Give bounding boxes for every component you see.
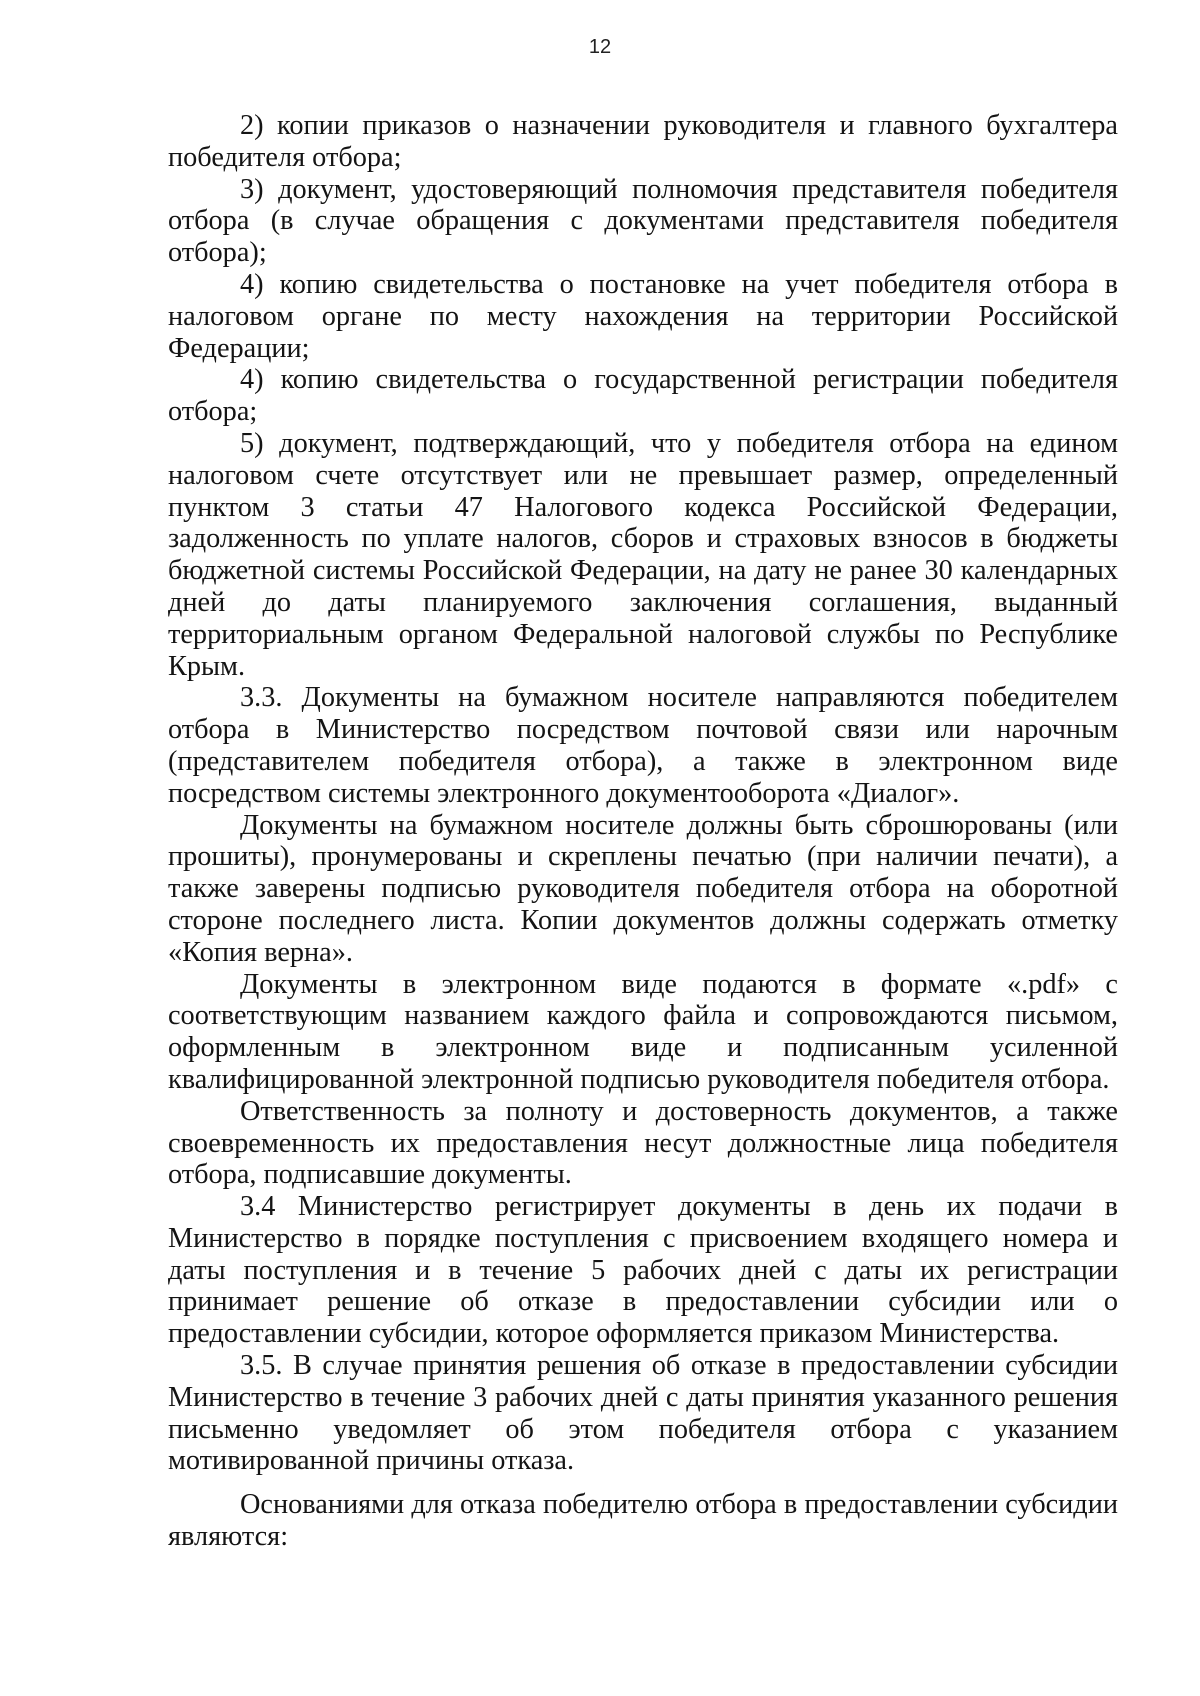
paragraph-item-4-state-registration: 4) копию свидетельства о государственной регистрации победителя отбора; <box>168 364 1118 428</box>
paragraph-electronic-format: Документы в электронном виде подаются в формате «.pdf» с соответствующим названием каждого файла и сопровождаются письмом, оформленным в электронном виде и подписанным усиленной квалифицированной электронной подписью руководителя победителя отбора. <box>168 968 1118 1095</box>
paragraph-item-3-authority-document: 3) документ, удостоверяющий полномочия представителя победителя отбора (в случае обращения с документами представителя победителя отбора); <box>168 173 1118 269</box>
paragraph-item-5-tax-debt: 5) документ, подтверждающий, что у победителя отбора на едином налоговом счете отсутствует или не превышает размер, определенный пунктом 3 статьи 47 Налогового кодекса Российской Федерации, задолженность по уплате налогов, сборов и страховых взносов в бюджеты бюджетной системы Российской Федерации, на дату не ранее 30 календарных дней до даты планируемого заключения соглашения, выданный территориальным органом Федеральной налоговой службы по Республике Крым. <box>168 427 1118 682</box>
paragraph-responsibility: Ответственность за полноту и достоверность документов, а также своевременность их предоставления несут должностные лица победителя отбора, подписавшие документы. <box>168 1095 1118 1191</box>
paragraph-3-4-registration: 3.4 Министерство регистрирует документы в день их подачи в Министерство в порядке поступления с присвоением входящего номера и даты поступления и в течение 5 рабочих дней с даты их регистрации принимает решение об отказе в предоставлении субсидии или о предоставлении субсидии, которое оформляется приказом Министерства. <box>168 1191 1118 1350</box>
document-body <box>168 110 1118 1553</box>
paragraph-item-4-tax-registration: 4) копию свидетельства о постановке на учет победителя отбора в налоговом органе по месту нахождения на территории Российской Федерации; <box>168 268 1118 364</box>
page-number: 12 <box>588 36 612 58</box>
paragraph-3-3-submission: 3.3. Документы на бумажном носителе направляются победителем отбора в Министерство посредством почтовой связи или нарочным (представителем победителя отбора), а также в электронном виде посредством системы электронного документооборота «Диалог». <box>168 682 1118 809</box>
paragraph-3-5-refusal-notice: 3.5. В случае принятия решения об отказе в предоставлении субсидии Министерство в течение 3 рабочих дней с даты принятия указанного решения письменно уведомляет об этом победителя отбора с указанием мотивированной причины отказа. <box>168 1350 1118 1477</box>
paragraph-item-2-orders: 2) копии приказов о назначении руководителя и главного бухгалтера победителя отбора; <box>168 110 1118 173</box>
paragraph-refusal-grounds: Основаниями для отказа победителю отбора в предоставлении субсидии являются: <box>168 1489 1118 1553</box>
paragraph-paper-requirements: Документы на бумажном носителе должны быть сброшюрованы (или прошиты), пронумерованы и скреплены печатью (при наличии печати), а также заверены подписью руководителя победителя отбора на оборотной стороне последнего листа. Копии документов должны содержать отметку «Копия верна». <box>168 809 1118 968</box>
